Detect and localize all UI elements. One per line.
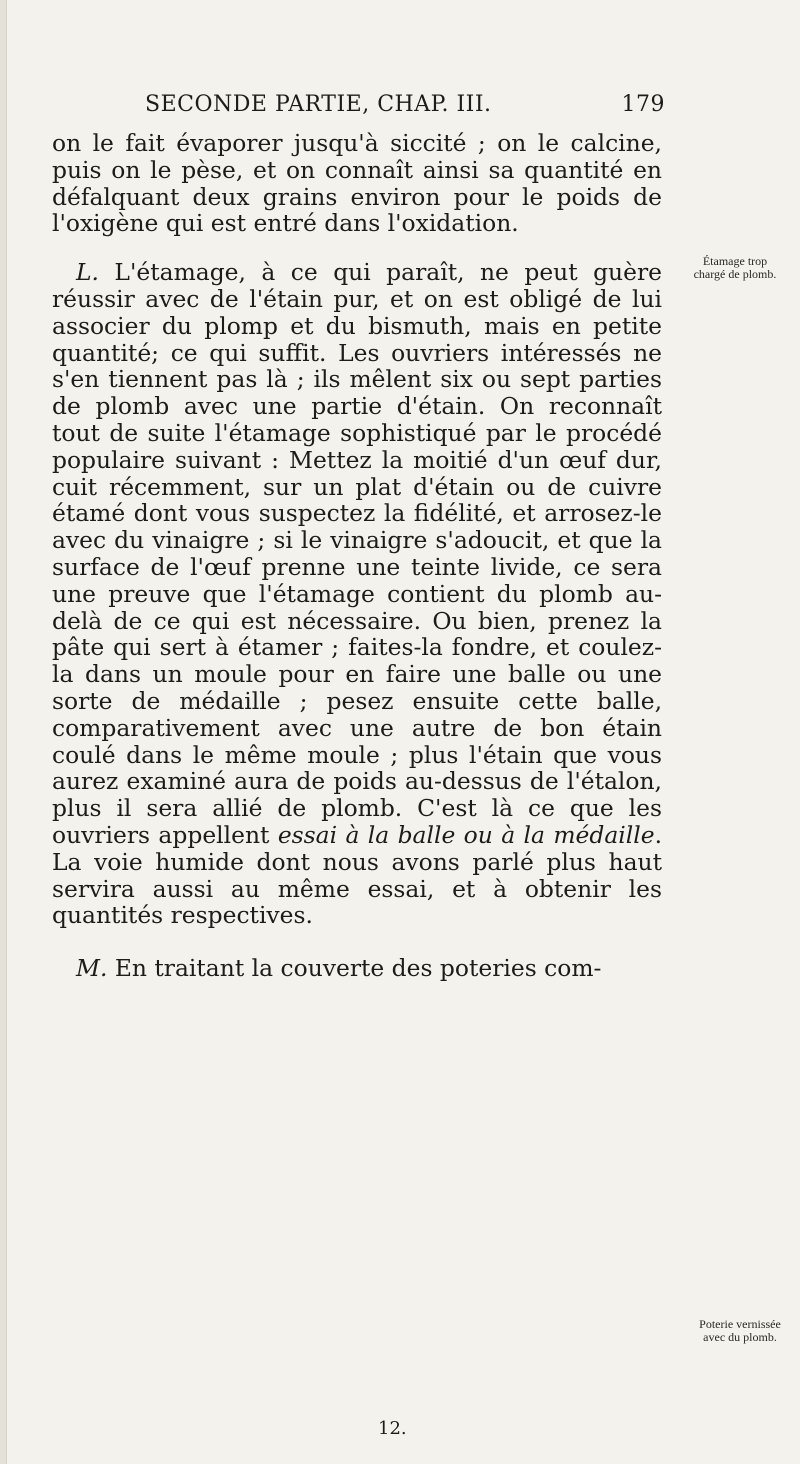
signature-mark: 12. <box>378 1418 407 1439</box>
margin-note-etamage: Étamage trop chargé de plomb. <box>693 254 777 281</box>
paragraph-m <box>52 955 662 982</box>
paragraph-l <box>52 259 662 929</box>
running-header <box>145 92 665 126</box>
paragraph-l-italic: essai à la balle ou à la médaille <box>277 820 655 849</box>
paragraph-l-text-1: L'étamage, à ce qui paraît, ne peut guère réussir avec de l'étain pur, et on est obligé de lui associer du plomp et du bismuth, mais en petite quantité; ce qui suffit. Les ouvriers intéressés ne s'en tiennent pas là ; ils mêlent six ou sept parties de plomb avec une partie d'étain. On reconnaît tout de suite l'étamage sophistiqué par le procédé populaire suivant : Mettez la moitié d'un œuf dur, cuit récemment, sur un plat d'étain ou de cuivre étamé dont vous suspectez la fidélité, et arrosez-le avec du vinaigre ; si le vinaigre s'adoucit, et que la surface de l'œuf prenne une teinte livide, ce sera une preuve que l'étamage contient du plomb au-delà de ce qui est nécessaire. Ou bien, prenez la pâte qui sert à étamer ; faites-la fondre, et coulez-la dans un moule pour en faire une balle ou une sorte de médaille ; pesez ensuite cette balle, comparativement avec une autre de bon étain coulé dans le même moule ; plus l'étain que vous aurez examiné aura de poids au-dessus de l'étalon, plus il sera allié de plomb. C'est là ce que les ouvriers appellent <box>52 258 662 849</box>
body-text <box>52 130 662 982</box>
header-title: SECONDE PARTIE, CHAP. III. <box>145 92 492 117</box>
paragraph-l-text-2: . La voie humide dont nous avons parlé plus haut servira aussi au même essai, et à obtenir les quantités respectives. <box>52 820 662 930</box>
margin-note-poterie: Poterie vernissée avec du plomb. <box>699 1317 781 1344</box>
section-marker-m: M. <box>76 954 108 983</box>
page-number: 179 <box>621 92 665 117</box>
paragraph-m-text: En traitant la couverte des poteries com- <box>107 954 602 983</box>
page-edge <box>0 0 7 1464</box>
section-marker-l: L. <box>76 258 99 287</box>
paragraph-oxidation: on le fait évaporer jusqu'à siccité ; on le calcine, puis on le pèse, et on connaît ainsi sa quantité en défalquant deux grains environ pour le poids de l'oxigène qui est entré dans l'oxidation. <box>52 129 662 238</box>
